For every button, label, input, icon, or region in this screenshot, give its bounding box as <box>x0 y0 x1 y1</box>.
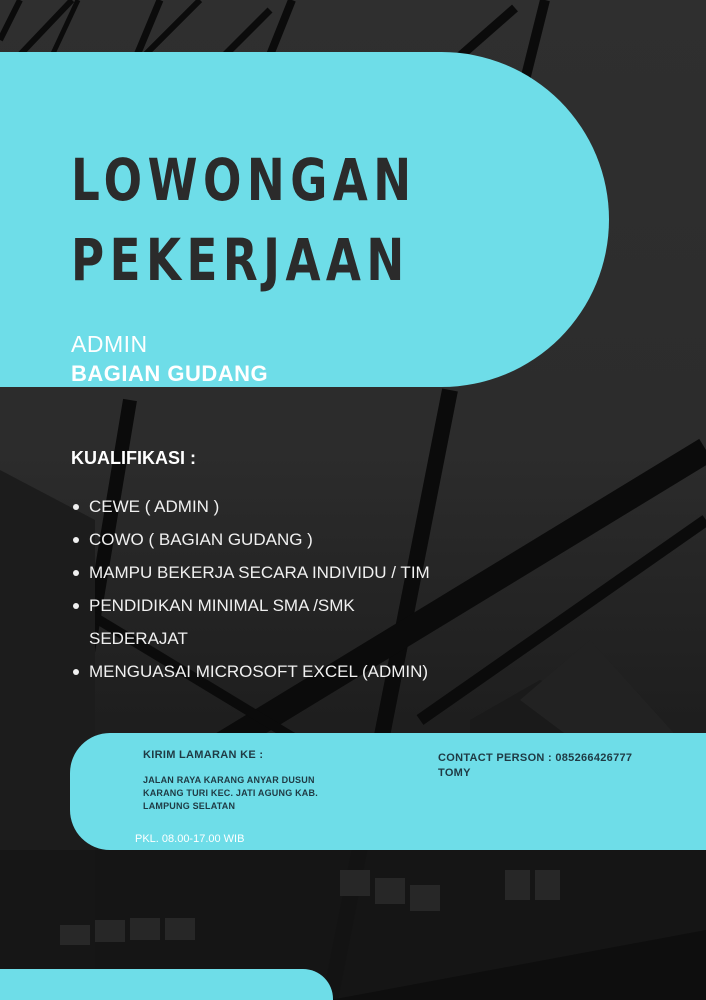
bottom-accent-shape <box>0 969 333 1000</box>
qualifications-list <box>71 490 430 688</box>
contact-phone: CONTACT PERSON : 085266426777 <box>438 752 633 764</box>
address-line: LAMPUNG SELATAN <box>143 801 236 811</box>
page-title <box>71 140 417 300</box>
qualification-item: COWO ( BAGIAN GUDANG ) <box>71 523 430 556</box>
title-line-2: PEKERJAAN <box>71 226 410 294</box>
contact-person <box>438 751 632 781</box>
contact-name: TOMY <box>438 767 471 779</box>
qualification-item: MAMPU BEKERJA SECARA INDIVIDU / TIM <box>71 556 430 589</box>
address-line: KARANG TURI KEC. JATI AGUNG KAB. <box>143 788 318 798</box>
qualification-item: CEWE ( ADMIN ) <box>71 490 430 523</box>
qualifications-heading: KUALIFIKASI : <box>71 448 196 468</box>
qualification-item: PENDIDIKAN MINIMAL SMA /SMK SEDERAJAT <box>71 589 419 655</box>
address-line: JALAN RAYA KARANG ANYAR DUSUN <box>143 775 315 785</box>
send-application-heading: KIRIM LAMARAN KE : <box>143 749 264 761</box>
title-line-1: LOWONGAN <box>71 146 417 214</box>
role-admin: ADMIN <box>71 331 148 357</box>
qualification-item: MENGUASAI MICROSOFT EXCEL (ADMIN) <box>71 655 430 688</box>
role-warehouse: BAGIAN GUDANG <box>71 361 269 386</box>
address <box>143 774 373 813</box>
office-hours: PKL. 08.00-17.00 WIB <box>135 833 245 845</box>
